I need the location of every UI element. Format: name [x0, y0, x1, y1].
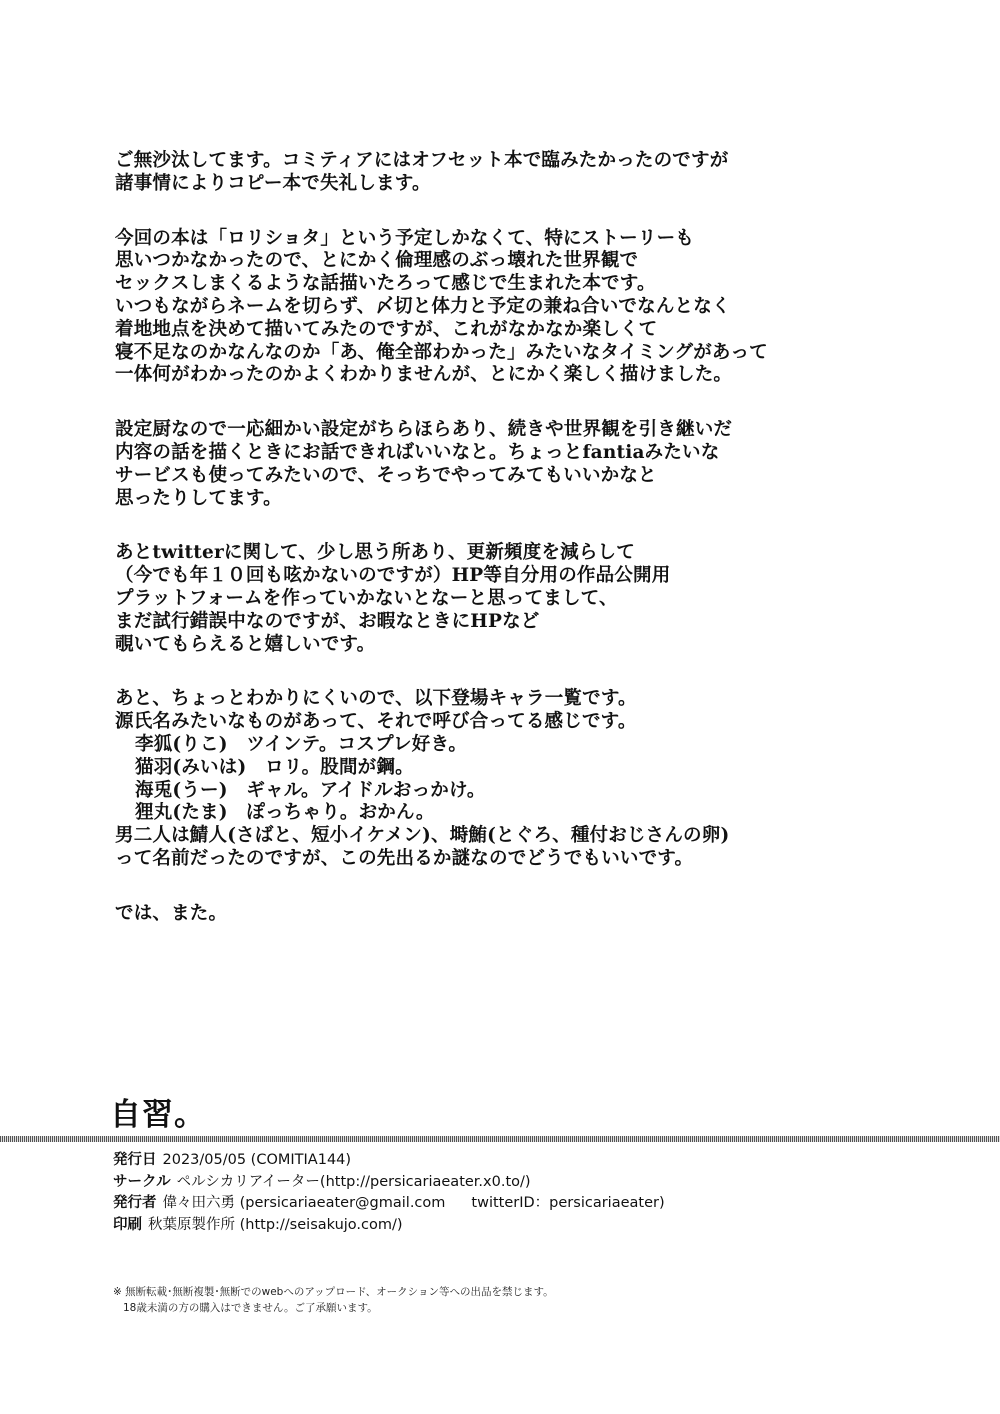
publish-date-label: 発行日 [113, 1152, 157, 1168]
afterword-paragraph-2 [115, 228, 975, 388]
publish-date-row [113, 1150, 665, 1172]
afterword-line: 思いつかなかったので、とにかく倫理感のぶっ壊れた世界観で [115, 250, 639, 272]
afterword-line: 内容の話を描くときにお話できればいいなと。ちょっとfantiaみたいな [115, 441, 720, 463]
age-notice: 18歳未満の方の購入はできません。ご了承願います。 [123, 1302, 378, 1314]
circle-value: ペルシカリアイーター(http://persicariaeater.x0.to/) [176, 1173, 531, 1190]
character-intro-line: 源氏名みたいなものがあって、それで呼び合ってる感じです。 [115, 711, 637, 733]
afterword-line: 覗いてもらえると嬉しいです。 [115, 633, 376, 655]
colophon-divider [0, 1136, 1000, 1142]
colophon-info [113, 1150, 665, 1236]
character-entry: 海兎(うー) ギャル。アイドルおっかけ。 [135, 779, 486, 801]
afterword-line: あとtwitterに関して、少し思う所あり、更新頻度を減らして [115, 542, 635, 564]
publisher-value: 偉々田六勇 (persicariaeater@gmail.com [162, 1195, 446, 1211]
publisher-twitter: twitterID：persicariaeater) [471, 1195, 665, 1211]
afterword-line: サービスも使ってみたいので、そっちでやってみてもいいかなと [115, 464, 657, 486]
afterword [115, 150, 975, 958]
publish-date-value: 2023/05/05 (COMITIA144) [162, 1152, 352, 1168]
afterword-line: 思ったりしてます。 [115, 487, 282, 509]
publisher-row [113, 1193, 665, 1215]
reproduction-notice: ※ 無断転載･無断複製･無断でのwebへのアップロード、オークション等への出品を禁じます。 [113, 1286, 554, 1298]
afterword-line: 寝不足なのかなんなのか「あ、俺全部わかった」みたいなタイミングがあって [115, 341, 768, 363]
closing-line: では、また。 [115, 902, 228, 924]
character-intro-line: あと、ちょっとわかりにくいので、以下登場キャラ一覧です。 [115, 688, 637, 710]
closing-paragraph [115, 903, 975, 926]
character-entry: 李狐(りこ) ツインテ。コスプレ好き。 [135, 733, 468, 755]
printer-value: 秋葉原製作所 (http://seisakujo.com/) [148, 1216, 403, 1233]
afterword-line: いつもながらネームを切らず、〆切と体力と予定の兼ね合いでなんとなく [115, 295, 731, 317]
colophon-notes [113, 1284, 554, 1316]
afterword-line: 今回の本は「ロリショタ」という予定しかなくて、特にストーリーも [115, 227, 694, 249]
character-outro-line: 男二人は鯖人(さばと、短小イケメン)、塒鮪(とぐろ、種付おじさんの卵) [115, 825, 730, 847]
colophon-title: 自習。 [110, 1097, 206, 1133]
afterword-line: 諸事情によりコピー本で失礼します。 [115, 172, 431, 194]
afterword-line: 設定厨なので一応細かい設定がちらほらあり、続きや世界観を引き継いだ [115, 419, 733, 441]
character-outro-line: って名前だったのですが、この先出るか謎なのでどうでもいいです。 [115, 847, 694, 869]
afterword-line: まだ試行錯誤中なのですが、お暇なときにHPなど [115, 610, 540, 632]
character-entry: 猫羽(みいは) ロリ。股間が鋼。 [135, 756, 414, 778]
afterword-paragraph-3 [115, 419, 975, 510]
afterword-line: セックスしまくるような話描いたろって感じで生まれた本です。 [115, 273, 656, 295]
character-list [115, 688, 975, 870]
afterword-line: プラットフォームを作っていかないとなーと思ってまして、 [115, 587, 618, 609]
afterword-line: ご無沙汰してます。コミティアにはオフセット本で臨みたかったのですが [115, 150, 729, 171]
afterword-line: 着地地点を決めて描いてみたのですが、これがなかなか楽しくて [115, 318, 658, 340]
printer-row [113, 1215, 665, 1237]
afterword-paragraph-1 [115, 150, 975, 196]
character-entry: 狸丸(たま) ぽっちゃり。おかん。 [135, 802, 435, 824]
publisher-label: 発行者 [113, 1195, 157, 1211]
circle-label: サークル [113, 1173, 171, 1190]
circle-row [113, 1172, 665, 1194]
printer-label: 印刷 [113, 1216, 142, 1233]
afterword-line: 一体何がわかったのかよくわかりませんが、とにかく楽しく描けました。 [115, 364, 733, 386]
afterword-line: （今でも年１０回も呟かないのですが）HP等自分用の作品公開用 [115, 565, 671, 587]
afterword-paragraph-4 [115, 542, 975, 656]
